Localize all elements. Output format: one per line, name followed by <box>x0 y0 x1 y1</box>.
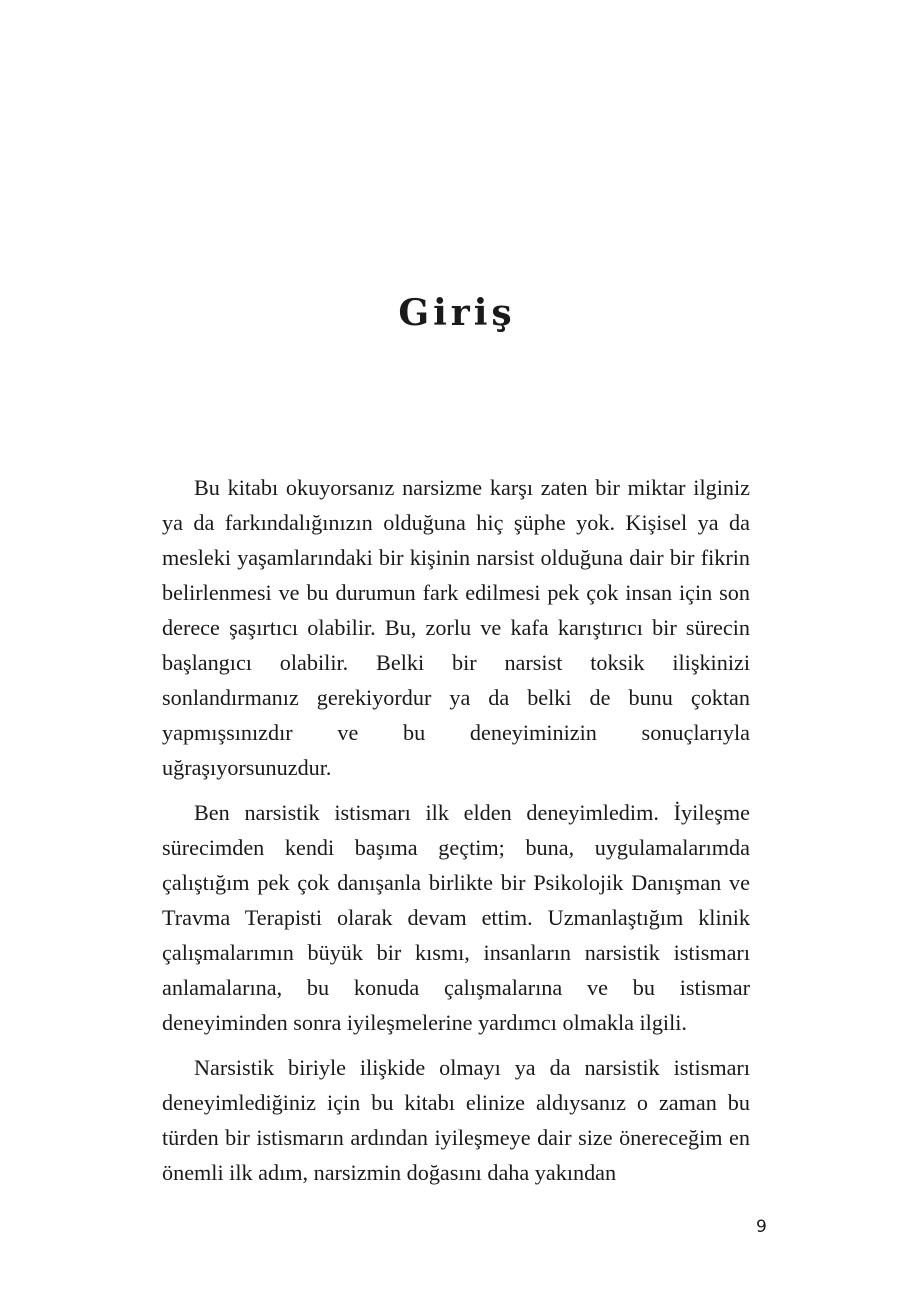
body-text <box>162 470 750 1200</box>
page-number: 9 <box>756 1217 767 1237</box>
paragraph-1: Bu kitabı okuyorsanız narsizme karşı zaten bir miktar ilginiz ya da farkındalığınızın olduğuna hiç şüphe yok. Kişisel ya da mesleki yaşamlarındaki bir kişinin narsist olduğuna dair bir fikrin belirlenmesi ve bu durumun fark edilmesi pek çok insan için son derece şaşırtıcı olabilir. Bu, zorlu ve kafa karıştırıcı bir sürecin başlangıcı olabilir. Belki bir narsist toksik ilişkinizi sonlandırmanız gerekiyordur ya da belki de bunu çoktan yapmışsınızdır ve bu deneyiminizin sonuçlarıyla uğraşıyorsunuzdur. <box>162 475 750 780</box>
paragraph-3: Narsistik biriyle ilişkide olmayı ya da narsistik istismarı deneyimlediğiniz için bu kitabı elinize aldıysanız o zaman bu türden bir istismarın ardından iyileşmeye dair size önereceğim en önemli ilk adım, narsizmin doğasını daha yakından <box>162 1055 750 1185</box>
paragraph-2: Ben narsistik istismarı ilk elden deneyimledim. İyileşme sürecimden kendi başıma geçtim; buna, uygulamalarımda çalıştığım pek çok danışanla birlikte bir Psikolojik Danışman ve Travma Terapisti olarak devam ettim. Uzmanlaştığım klinik çalışmalarımın büyük bir kısmı, insanların narsistik istismarı anlamalarına, bu konuda çalışmalarına ve bu istismar deneyiminden sonra iyileşmelerine yardımcı olmakla ilgili. <box>162 800 750 1035</box>
chapter-title: Giriş <box>398 292 516 334</box>
